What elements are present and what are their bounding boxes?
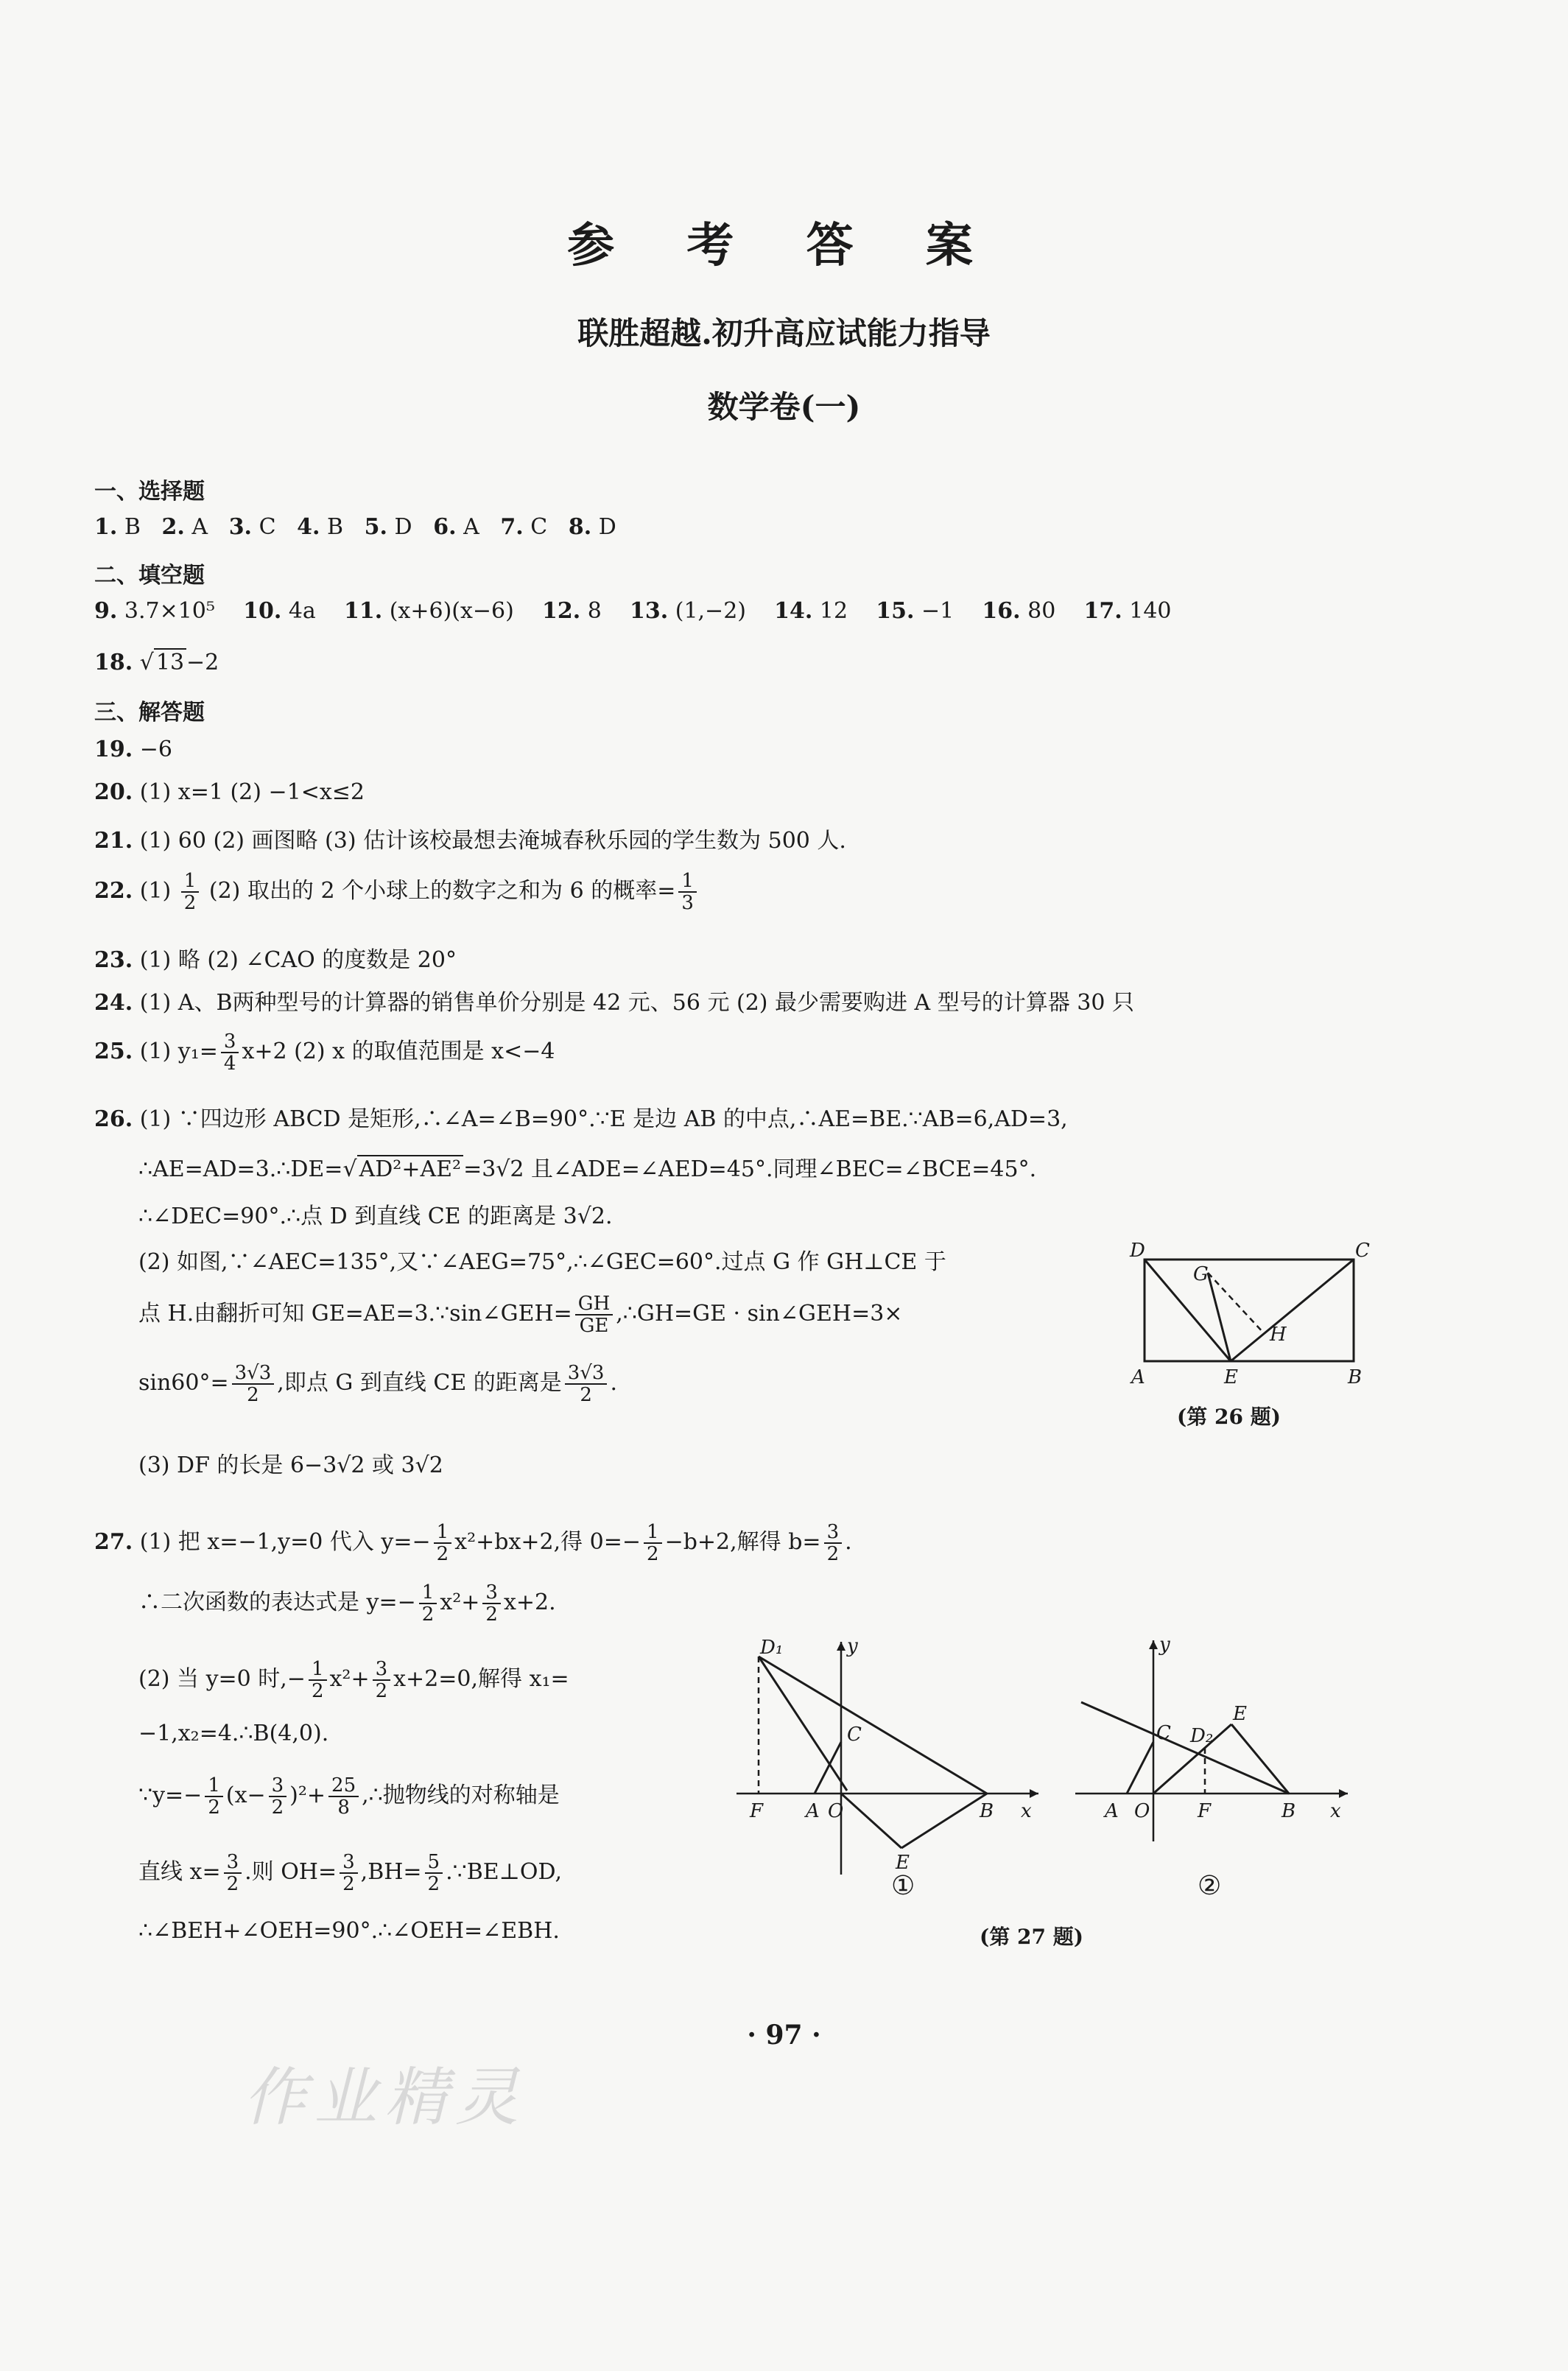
q-num: 12.	[541, 598, 581, 624]
fraction	[269, 1775, 287, 1818]
numerator: 3	[482, 1582, 501, 1604]
q-num: 13.	[629, 598, 669, 624]
denominator: 2	[226, 1873, 239, 1895]
denominator: 2	[271, 1796, 284, 1819]
answer-26-line5	[138, 1293, 902, 1336]
label-b: B	[1348, 1366, 1363, 1388]
q-num: 26.	[94, 1106, 133, 1132]
q-num: 8.	[568, 514, 592, 540]
label-y: y	[847, 1635, 858, 1657]
q-num: 10.	[243, 598, 282, 624]
q-num: 23.	[94, 947, 133, 973]
q-num: 11.	[343, 598, 383, 624]
answer: 4a	[288, 598, 316, 624]
answer: 140	[1129, 598, 1172, 624]
figure-27-1-label: ①	[891, 1871, 915, 1901]
fraction	[328, 1775, 359, 1818]
text: (2) 当 y=0 时,−	[138, 1666, 306, 1692]
figure-27-2-label: ②	[1198, 1871, 1222, 1901]
q-num: 20.	[94, 779, 133, 805]
denominator: 8	[337, 1796, 350, 1819]
fraction	[373, 1659, 391, 1701]
fraction	[434, 1522, 452, 1564]
answer: −6	[139, 737, 172, 762]
answer-26-line4: (2) 如图,∵∠AEC=135°,又∵∠AEG=75°,∴∠GEC=60°.过点 G 作 GH⊥CE 于	[138, 1249, 946, 1275]
q-num: 9.	[94, 598, 118, 624]
q-num: 2.	[161, 514, 185, 540]
answer-27-line7: ∴∠BEH+∠OEH=90°.∴∠OEH=∠EBH.	[138, 1918, 560, 1944]
answer-26-line7: (3) DF 的长是 6−3√2 或 3√2	[138, 1453, 443, 1478]
label-a: A	[806, 1800, 820, 1822]
text: ,BH=	[360, 1859, 422, 1885]
paper-title: 数学卷(一)	[707, 389, 861, 425]
x-arrow-icon	[1339, 1789, 1348, 1798]
q-num: 6.	[433, 514, 457, 540]
section-choice: 一、选择题	[94, 479, 205, 505]
q-num: 18.	[94, 650, 133, 675]
denominator: 2	[208, 1796, 220, 1819]
text: x²+bx+2,得 0=−	[454, 1529, 641, 1555]
label-a: A	[1131, 1366, 1145, 1388]
label-f: F	[1198, 1800, 1212, 1822]
label-a: A	[1105, 1800, 1119, 1822]
label-h: H	[1270, 1324, 1287, 1346]
segment-ac	[815, 1742, 841, 1794]
text: (1)	[139, 878, 172, 904]
answer-27-line1	[94, 1522, 852, 1564]
y-arrow-icon	[1149, 1640, 1158, 1649]
fraction	[340, 1852, 358, 1894]
q-num: 4.	[297, 514, 320, 540]
text: x²+	[440, 1590, 480, 1615]
answer-27-line4: −1,x₂=4.∴B(4,0).	[138, 1721, 329, 1746]
q-num: 1.	[94, 514, 118, 540]
label-o: O	[1134, 1800, 1150, 1822]
fraction	[575, 1293, 613, 1336]
label-e: E	[1224, 1366, 1238, 1388]
text: sin60°=	[138, 1370, 229, 1396]
q-num: 3.	[228, 514, 253, 540]
fraction	[565, 1363, 608, 1405]
label-d: D	[1130, 1240, 1145, 1262]
q-num: 22.	[94, 878, 133, 904]
q-num: 25.	[94, 1039, 133, 1064]
denominator: 2	[436, 1543, 449, 1565]
label-e: E	[1233, 1703, 1247, 1725]
line-d1-b	[759, 1657, 987, 1794]
answer-27-line6	[138, 1852, 562, 1894]
radicand: 13	[154, 648, 186, 675]
answer: 80	[1027, 598, 1056, 624]
fill-answers-row2: 18. √ 13 −2	[94, 650, 219, 675]
text: ,∴抛物线的对称轴是	[362, 1782, 560, 1808]
q-num: 21.	[94, 828, 133, 854]
text: .	[610, 1370, 617, 1396]
denominator: 2	[647, 1543, 659, 1565]
text: ∴二次函数的表达式是 y=−	[138, 1590, 416, 1615]
fraction	[232, 1363, 275, 1405]
page-title: 参 考 答 案	[567, 218, 1001, 273]
denominator: 4	[223, 1053, 236, 1075]
label-b: B	[1282, 1800, 1296, 1822]
denominator: 2	[342, 1873, 355, 1895]
figure-27-caption: (第 27 题)	[980, 1925, 1083, 1949]
numerator: 3	[221, 1031, 239, 1053]
numerator: 3√3	[565, 1363, 608, 1385]
answer-27-line2	[138, 1582, 556, 1625]
fraction	[221, 1031, 239, 1074]
label-x: x	[1021, 1800, 1032, 1822]
segment-eb	[1231, 1724, 1289, 1794]
numerator: 3√3	[232, 1363, 275, 1385]
segment-d1-o	[759, 1657, 847, 1791]
numerator: 25	[328, 1775, 359, 1797]
fraction	[205, 1775, 223, 1818]
answer-24	[94, 984, 1134, 1016]
q-num: 24.	[94, 990, 133, 1016]
label-d2: D₂	[1190, 1725, 1214, 1747]
text: )²+	[289, 1782, 326, 1808]
fraction	[678, 871, 697, 913]
denominator: 2	[247, 1384, 259, 1406]
numerator: 3	[269, 1775, 287, 1797]
answer-26-line6	[138, 1363, 617, 1405]
fraction	[309, 1659, 327, 1701]
answer: 12	[819, 598, 848, 624]
section-solve: 三、解答题	[94, 700, 205, 726]
numerator: 1	[434, 1522, 452, 1544]
fraction	[644, 1522, 662, 1564]
answer: A	[191, 514, 208, 540]
answer: −1	[921, 598, 954, 624]
denominator: 2	[183, 892, 197, 914]
answer-27-line5	[138, 1775, 560, 1818]
numerator: 1	[181, 871, 200, 893]
denominator: 2	[375, 1680, 388, 1702]
q-num: 14.	[774, 598, 813, 624]
answer: (1) x=1 (2) −1<x≤2	[139, 779, 365, 805]
figure-27-1	[729, 1631, 1053, 1889]
answer: C	[530, 514, 548, 540]
text: ,即点 G 到直线 CE 的距离是	[277, 1370, 562, 1396]
figure-26	[1127, 1237, 1370, 1392]
figure-27-2	[1061, 1631, 1355, 1845]
numerator: 1	[205, 1775, 223, 1797]
numerator: GH	[575, 1293, 613, 1316]
x-arrow-icon	[1030, 1789, 1038, 1798]
label-o: O	[828, 1800, 844, 1822]
text: ∴AE=AD=3.∴DE=	[138, 1156, 343, 1182]
denominator: 2	[485, 1604, 498, 1626]
answer-20	[94, 779, 365, 805]
text: .∵BE⊥OD,	[446, 1859, 562, 1885]
answer: (1,−2)	[675, 598, 746, 624]
q-num: 17.	[1083, 598, 1122, 624]
answer-27-line3	[138, 1659, 569, 1701]
answer: −2	[186, 650, 219, 675]
text: 直线 x=	[138, 1859, 221, 1885]
numerator: 3	[224, 1852, 242, 1874]
radicand: AD²+AE²	[357, 1155, 463, 1182]
answer-26-line1	[94, 1100, 1068, 1133]
fraction	[224, 1852, 242, 1894]
numerator: 1	[678, 871, 697, 893]
text: (x−	[225, 1782, 266, 1808]
text: x+2=0,解得 x₁=	[393, 1666, 569, 1692]
answer-26-line3: ∴∠DEC=90°.∴点 D 到直线 CE 的距离是 3√2.	[138, 1204, 613, 1229]
fraction	[425, 1852, 443, 1894]
denominator: 2	[421, 1604, 435, 1626]
answer: (x+6)(x−6)	[389, 598, 514, 624]
answer-25	[94, 1031, 555, 1074]
fraction	[824, 1522, 843, 1564]
watermark: 作业精灵	[243, 2061, 526, 2135]
text: =3√2 且∠ADE=∠AED=45°.同理∠BEC=∠BCE=45°.	[463, 1156, 1037, 1182]
answer: B	[124, 514, 141, 540]
fraction	[181, 871, 200, 913]
numerator: 3	[373, 1659, 391, 1681]
label-c: C	[847, 1724, 862, 1746]
segment-ce	[1231, 1260, 1354, 1361]
label-y: y	[1159, 1634, 1170, 1656]
answer: 8	[587, 598, 602, 624]
q-num: 27.	[94, 1529, 133, 1555]
answer-26-line2: ∴AE=AD=3.∴DE=√ AD²+AE² =3√2 且∠ADE=∠AED=45°.同理∠BEC=∠BCE=45°.	[138, 1156, 1037, 1182]
answer: D	[598, 514, 616, 540]
text: (1) y₁=	[139, 1039, 218, 1064]
text: (1) ∵四边形 ABCD 是矩形,∴∠A=∠B=90°.∵E 是边 AB 的中点,∴AE=BE.∵AB=6,AD=3,	[139, 1106, 1068, 1132]
q-num: 5.	[364, 514, 387, 540]
q-num: 15.	[876, 598, 915, 624]
denominator: 2	[580, 1384, 592, 1406]
text: x+2 (2) x 的取值范围是 x<−4	[242, 1039, 555, 1064]
answer: C	[259, 514, 276, 540]
text: .则 OH=	[245, 1859, 337, 1885]
denominator: 2	[311, 1680, 324, 1702]
answer: 3.7×10⁵	[124, 598, 215, 624]
label-f: F	[750, 1800, 764, 1822]
text: x²+	[329, 1666, 370, 1692]
text: (2) 取出的 2 个小球上的数字之和为 6 的概率=	[208, 878, 676, 904]
answer: (1) 略 (2) ∠CAO 的度数是 20°	[139, 947, 457, 973]
q-num: 16.	[982, 598, 1021, 624]
text: 点 H.由翻折可知 GE=AE=3.∵sin∠GEH=	[138, 1301, 572, 1327]
book-subtitle: 联胜超越.初升高应试能力指导	[577, 315, 991, 351]
denominator: GE	[579, 1315, 609, 1337]
label-e: E	[896, 1852, 910, 1874]
fraction	[419, 1582, 437, 1625]
label-c: C	[1355, 1240, 1370, 1262]
answer: (1) A、B两种型号的计算器的销售单价分别是 42 元、56 元 (2) 最少需要购进 A 型号的计算器 30 只	[139, 990, 1134, 1016]
answer: D	[394, 514, 412, 540]
text: (1) 把 x=−1,y=0 代入 y=−	[139, 1529, 431, 1555]
segment-eb	[901, 1794, 987, 1848]
choice-answers	[94, 514, 616, 540]
numerator: 1	[309, 1659, 327, 1681]
section-fill: 二、填空题	[94, 563, 205, 589]
figure-26-caption: (第 26 题)	[1177, 1405, 1281, 1429]
segment-ac	[1127, 1742, 1153, 1794]
text: x+2.	[503, 1590, 556, 1615]
numerator: 1	[419, 1582, 437, 1604]
denominator: 3	[681, 892, 694, 914]
page-number: · 97 ·	[747, 2020, 821, 2051]
text: .	[845, 1529, 852, 1555]
answer-19	[94, 737, 172, 762]
label-c: C	[1156, 1722, 1171, 1744]
answer-23	[94, 941, 457, 974]
denominator: 2	[427, 1873, 440, 1895]
label-d1: D₁	[760, 1637, 784, 1659]
q-num: 7.	[500, 514, 524, 540]
text: ∵y=−	[138, 1782, 203, 1808]
text: −b+2,解得 b=	[664, 1529, 821, 1555]
numerator: 3	[824, 1522, 843, 1544]
y-arrow-icon	[837, 1642, 845, 1651]
q-num: 19.	[94, 737, 133, 762]
numerator: 1	[644, 1522, 662, 1544]
segment-oe	[841, 1794, 901, 1848]
line-cb	[1081, 1702, 1289, 1794]
numerator: 5	[425, 1852, 443, 1874]
denominator: 2	[826, 1543, 840, 1565]
answer-22	[94, 871, 700, 913]
answer: B	[327, 514, 344, 540]
answer-21	[94, 822, 846, 854]
label-b: B	[980, 1800, 994, 1822]
answer: (1) 60 (2) 画图略 (3) 估计该校最想去淹城春秋乐园的学生数为 500 人.	[139, 828, 846, 854]
label-g: G	[1193, 1263, 1209, 1285]
fill-answers-row1	[94, 598, 1172, 624]
numerator: 3	[340, 1852, 358, 1874]
text: ,∴GH=GE · sin∠GEH=3×	[616, 1301, 903, 1327]
label-x: x	[1330, 1800, 1341, 1822]
answer: A	[463, 514, 479, 540]
fraction	[482, 1582, 501, 1625]
